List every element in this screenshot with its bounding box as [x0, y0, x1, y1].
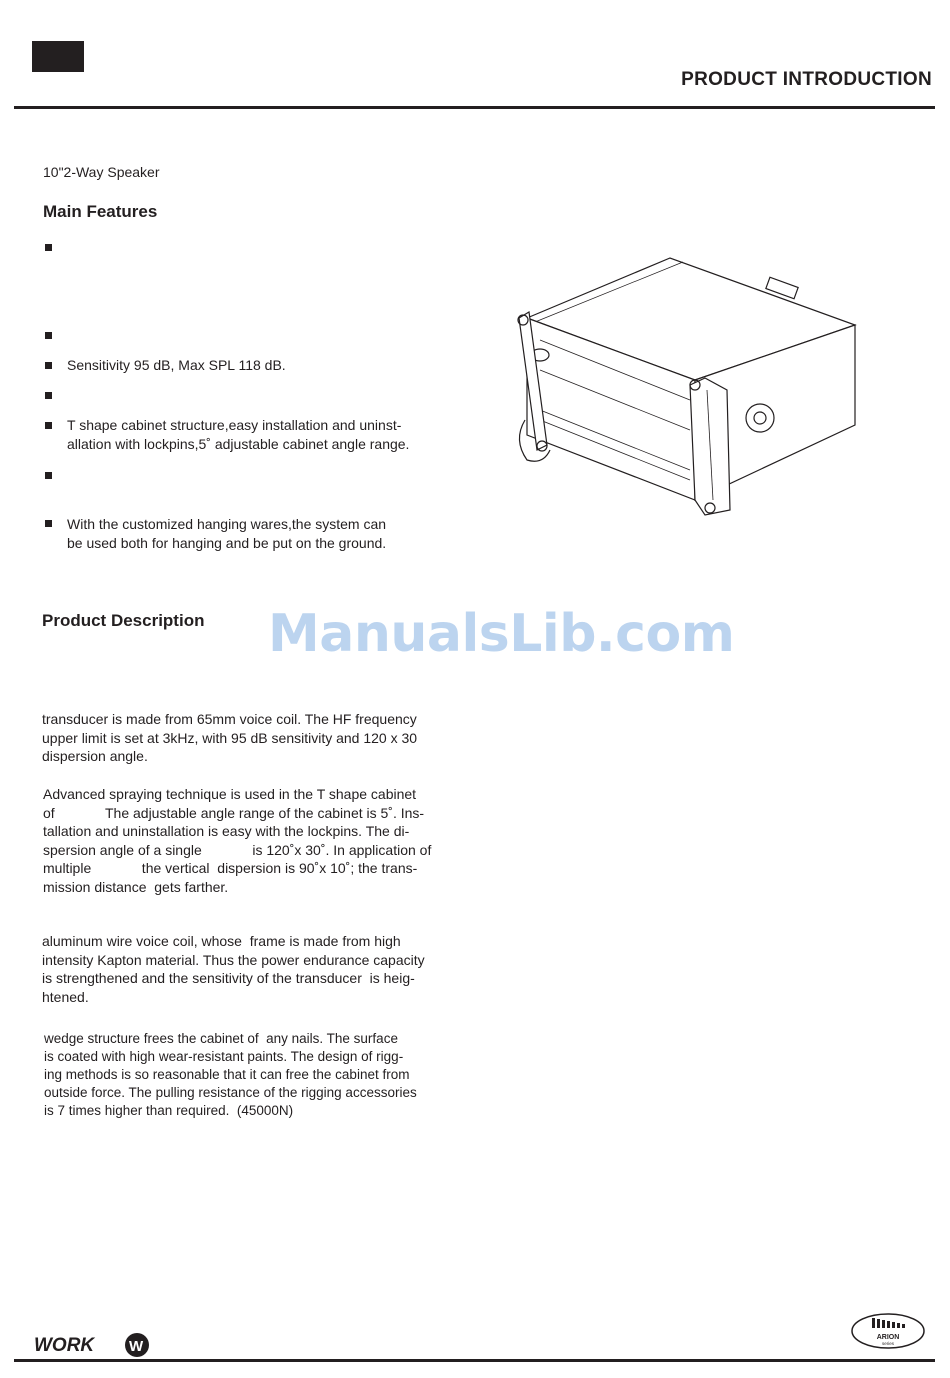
paragraph-line: upper limit is set at 3kHz, with 95 dB sensitivity and 120 x 30 [42, 729, 418, 746]
feature-text: be used both for hanging and be put on the ground. [67, 535, 387, 551]
description-paragraph [42, 710, 417, 766]
svg-text:W: W [129, 1338, 144, 1355]
footer-divider [14, 1359, 935, 1362]
bullet-icon [45, 422, 52, 429]
paragraph-line: aluminum wire voice coil, whose frame is made from high [42, 933, 401, 949]
bullet-icon [45, 472, 52, 479]
page-title: PRODUCT INTRODUCTION [681, 69, 932, 90]
bullet-icon [45, 244, 52, 251]
page-tab-marker [32, 41, 84, 72]
paragraph-line: is 7 times higher than required. (45000N) [44, 1103, 294, 1118]
paragraph-line: tallation and uninstallation is easy with the lockpins. The di- [43, 823, 410, 839]
arion-series-logo [850, 1312, 926, 1350]
feature-text: allation with lockpins,5˚ adjustable cabinet angle range. [67, 436, 410, 452]
svg-text:WORK: WORK [34, 1335, 95, 1356]
paragraph-line: wedge structure frees the cabinet of any nails. The surface [44, 1031, 398, 1046]
paragraph-line: spersion angle of a single is 120˚x 30˚. In application of [43, 841, 432, 858]
paragraph-line: dispersion angle. [42, 748, 148, 764]
bullet-icon [45, 520, 52, 527]
header-divider [14, 106, 935, 109]
paragraph-line: mission distance gets farther. [43, 878, 229, 895]
description-paragraph [43, 785, 431, 896]
paragraph-line: is strengthened and the sensitivity of the transducer is heig- [42, 970, 415, 986]
paragraph-line: multiple the vertical dispersion is 90˚x 10˚; the trans- [43, 860, 418, 876]
feature-text: With the customized hanging wares,the system can [67, 516, 387, 532]
paragraph-line: Advanced spraying technique is used in the T shape cabinet [43, 786, 417, 802]
description-paragraph [42, 932, 425, 1006]
series-logo-text: ARION [876, 1334, 900, 1341]
product-subtitle: 10"2-Way Speaker [43, 164, 160, 180]
work-brand-logo [34, 1330, 154, 1358]
paragraph-line: ing methods is so reasonable that it can free the cabinet from [44, 1067, 410, 1082]
paragraph-line: htened. [42, 988, 89, 1005]
bullet-icon [45, 332, 52, 339]
watermark-text: ManualsLib.com [268, 604, 735, 664]
description-paragraph [44, 1030, 417, 1120]
bullet-icon [45, 392, 52, 399]
features-heading: Main Features [43, 202, 158, 221]
paragraph-line: of The adjustable angle range of the cabinet is 5˚. Ins- [43, 804, 425, 821]
paragraph-line: transducer is made from 65mm voice coil. The HF frequency [42, 711, 417, 727]
paragraph-line: is coated with high wear-resistant paints. The design of rigg- [44, 1049, 404, 1064]
bullet-icon [45, 362, 52, 369]
description-heading: Product Description [42, 611, 205, 630]
speaker-cabinet-illustration [505, 250, 875, 535]
paragraph-line: intensity Kapton material. Thus the power endurance capacity [42, 951, 425, 968]
paragraph-line: outside force. The pulling resistance of the rigging accessories [44, 1085, 417, 1100]
feature-text: Sensitivity 95 dB, Max SPL 118 dB. [67, 357, 286, 373]
series-sub-text: series [881, 1341, 895, 1346]
feature-text: T shape cabinet structure,easy installation and uninst- [67, 417, 402, 433]
